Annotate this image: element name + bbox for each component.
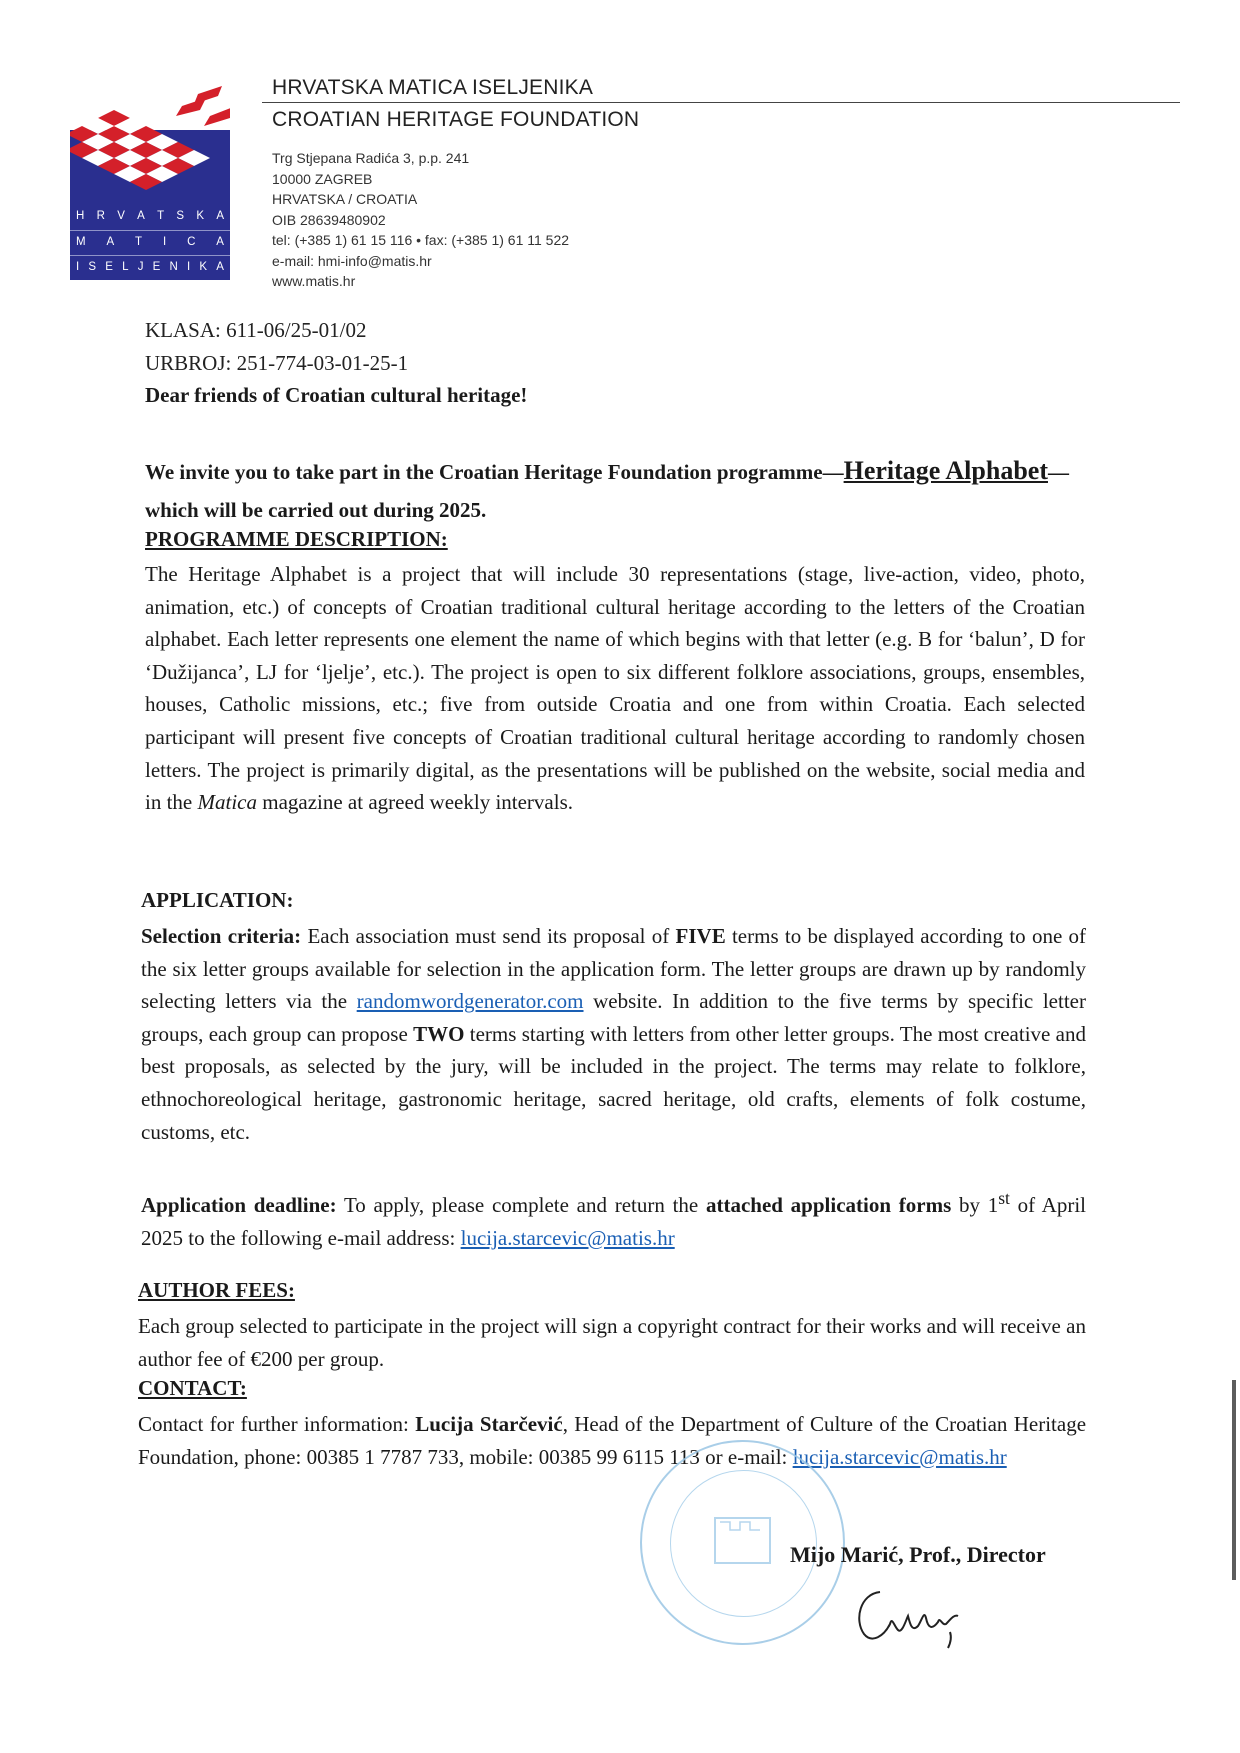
contact-text: Contact for further information: Lucija Starčević, Head of the Department of Culture of the Croatian Heritage Foundation, phone: 00385 1 7787 733, mobile: 00385 99 6115 113 or e-mail: lucija.starcevic@matis.hr (138, 1412, 1087, 1469)
org-name-english: CROATIAN HERITAGE FOUNDATION (272, 108, 640, 131)
contact-heading: CONTACT: (138, 1376, 247, 1400)
klasa: KLASA: 611-06/25-01/02 (145, 318, 367, 342)
org-name-croatian: HRVATSKA MATICA ISELJENIKA (272, 76, 594, 99)
address-line: Trg Stjepana Radića 3, p.p. 241 (272, 150, 470, 166)
address-line: e-mail: hmi-info@matis.hr (272, 252, 432, 269)
header-rule (262, 102, 1180, 103)
handwritten-signature (850, 1580, 980, 1650)
application-deadline-text: Application deadline: To apply, please complete and return the attached application forms by 1st of April 2025 to the following e-mail address: lucija.starcevic@matis.hr (141, 1188, 1087, 1250)
application-email-link[interactable]: lucija.starcevic@matis.hr (460, 1225, 675, 1250)
greeting: Dear friends of Croatian cultural heritage! (145, 383, 528, 407)
address-block (272, 148, 569, 292)
logo-row-hrvatska: H R V A T S K A (76, 210, 224, 222)
urbroj: URBROJ: 251-774-03-01-25-1 (145, 351, 409, 375)
contact-name: Lucija Starčević (415, 1412, 563, 1436)
selection-criteria-text: Selection criteria: Each association must send its proposal of FIVE terms to be displayed according to one of the six letter groups available for selection in the application form. The letter groups are drawn up by randomly selecting letters via the randomwordgenerator.com website. In addition to the five terms by specific letter groups, each group can propose TWO terms starting with letters from other letter groups. The most creative and best proposals, as selected by the jury, will be included in the project. The terms may relate to folklore, ethnochoreological heritage, gastronomic heritage, sacred heritage, old crafts, elements of folk costume, customs, etc. (141, 924, 1087, 1144)
contact-email-link[interactable]: lucija.starcevic@matis.hr (792, 1444, 1007, 1469)
address-line: 10000 ZAGREB (272, 170, 373, 187)
address-line: www.matis.hr (272, 273, 356, 289)
logo-row-matica: M A T I C A (70, 230, 230, 252)
randomwordgenerator-link[interactable]: randomwordgenerator.com (356, 989, 584, 1014)
logo-checkerboard-icon (70, 80, 230, 205)
programme-description-heading: PROGRAMME DESCRIPTION: (145, 527, 448, 551)
logo-row-iseljenika: I S E L J E N I K A (70, 255, 230, 277)
invitation-paragraph: We invite you to take part in the Croatian Heritage Foundation programme—Heritage Alphabet—which will be carried out during 2025. (145, 456, 1069, 522)
programme-description-text: The Heritage Alphabet is a project that will include 30 representations (stage, live-action, video, photo, animation, etc.) of concepts of Croatian traditional cultural heritage according to the letters of the Croatian alphabet. Each letter represents one element the name of which begins with that letter (e.g. B for ‘balun’, D for ‘Dužijanca’, LJ for ‘ljelje’, etc.). The project is open to six different folklore associations, groups, ensembles, houses, Catholic missions, etc.; five from outside Croatia and one from within Croatia. Each selected participant will present five concepts of Croatian traditional cultural heritage according to randomly chosen letters. The project is primarily digital, as the presentations will be published on the website, social media and in the Matica magazine at agreed weekly intervals. (145, 562, 1085, 815)
author-fees-heading: AUTHOR FEES: (138, 1278, 295, 1302)
author-fees-text: Each group selected to participate in the project will sign a copyright contract for their works and will receive an author fee of €200 per group. (138, 1314, 1086, 1371)
programme-name: Heritage Alphabet (843, 456, 1048, 485)
scan-edge-mark (1232, 1380, 1236, 1580)
signatory-name: Mijo Marić, Prof., Director (790, 1542, 1046, 1567)
address-line: HRVATSKA / CROATIA (272, 191, 418, 207)
hmi-logo (70, 80, 230, 280)
address-line: OIB 28639480902 (272, 211, 386, 228)
application-heading: APPLICATION: (141, 888, 294, 912)
address-line: tel: (+385 1) 61 15 116 • fax: (+385 1) 61 11 522 (272, 232, 570, 248)
